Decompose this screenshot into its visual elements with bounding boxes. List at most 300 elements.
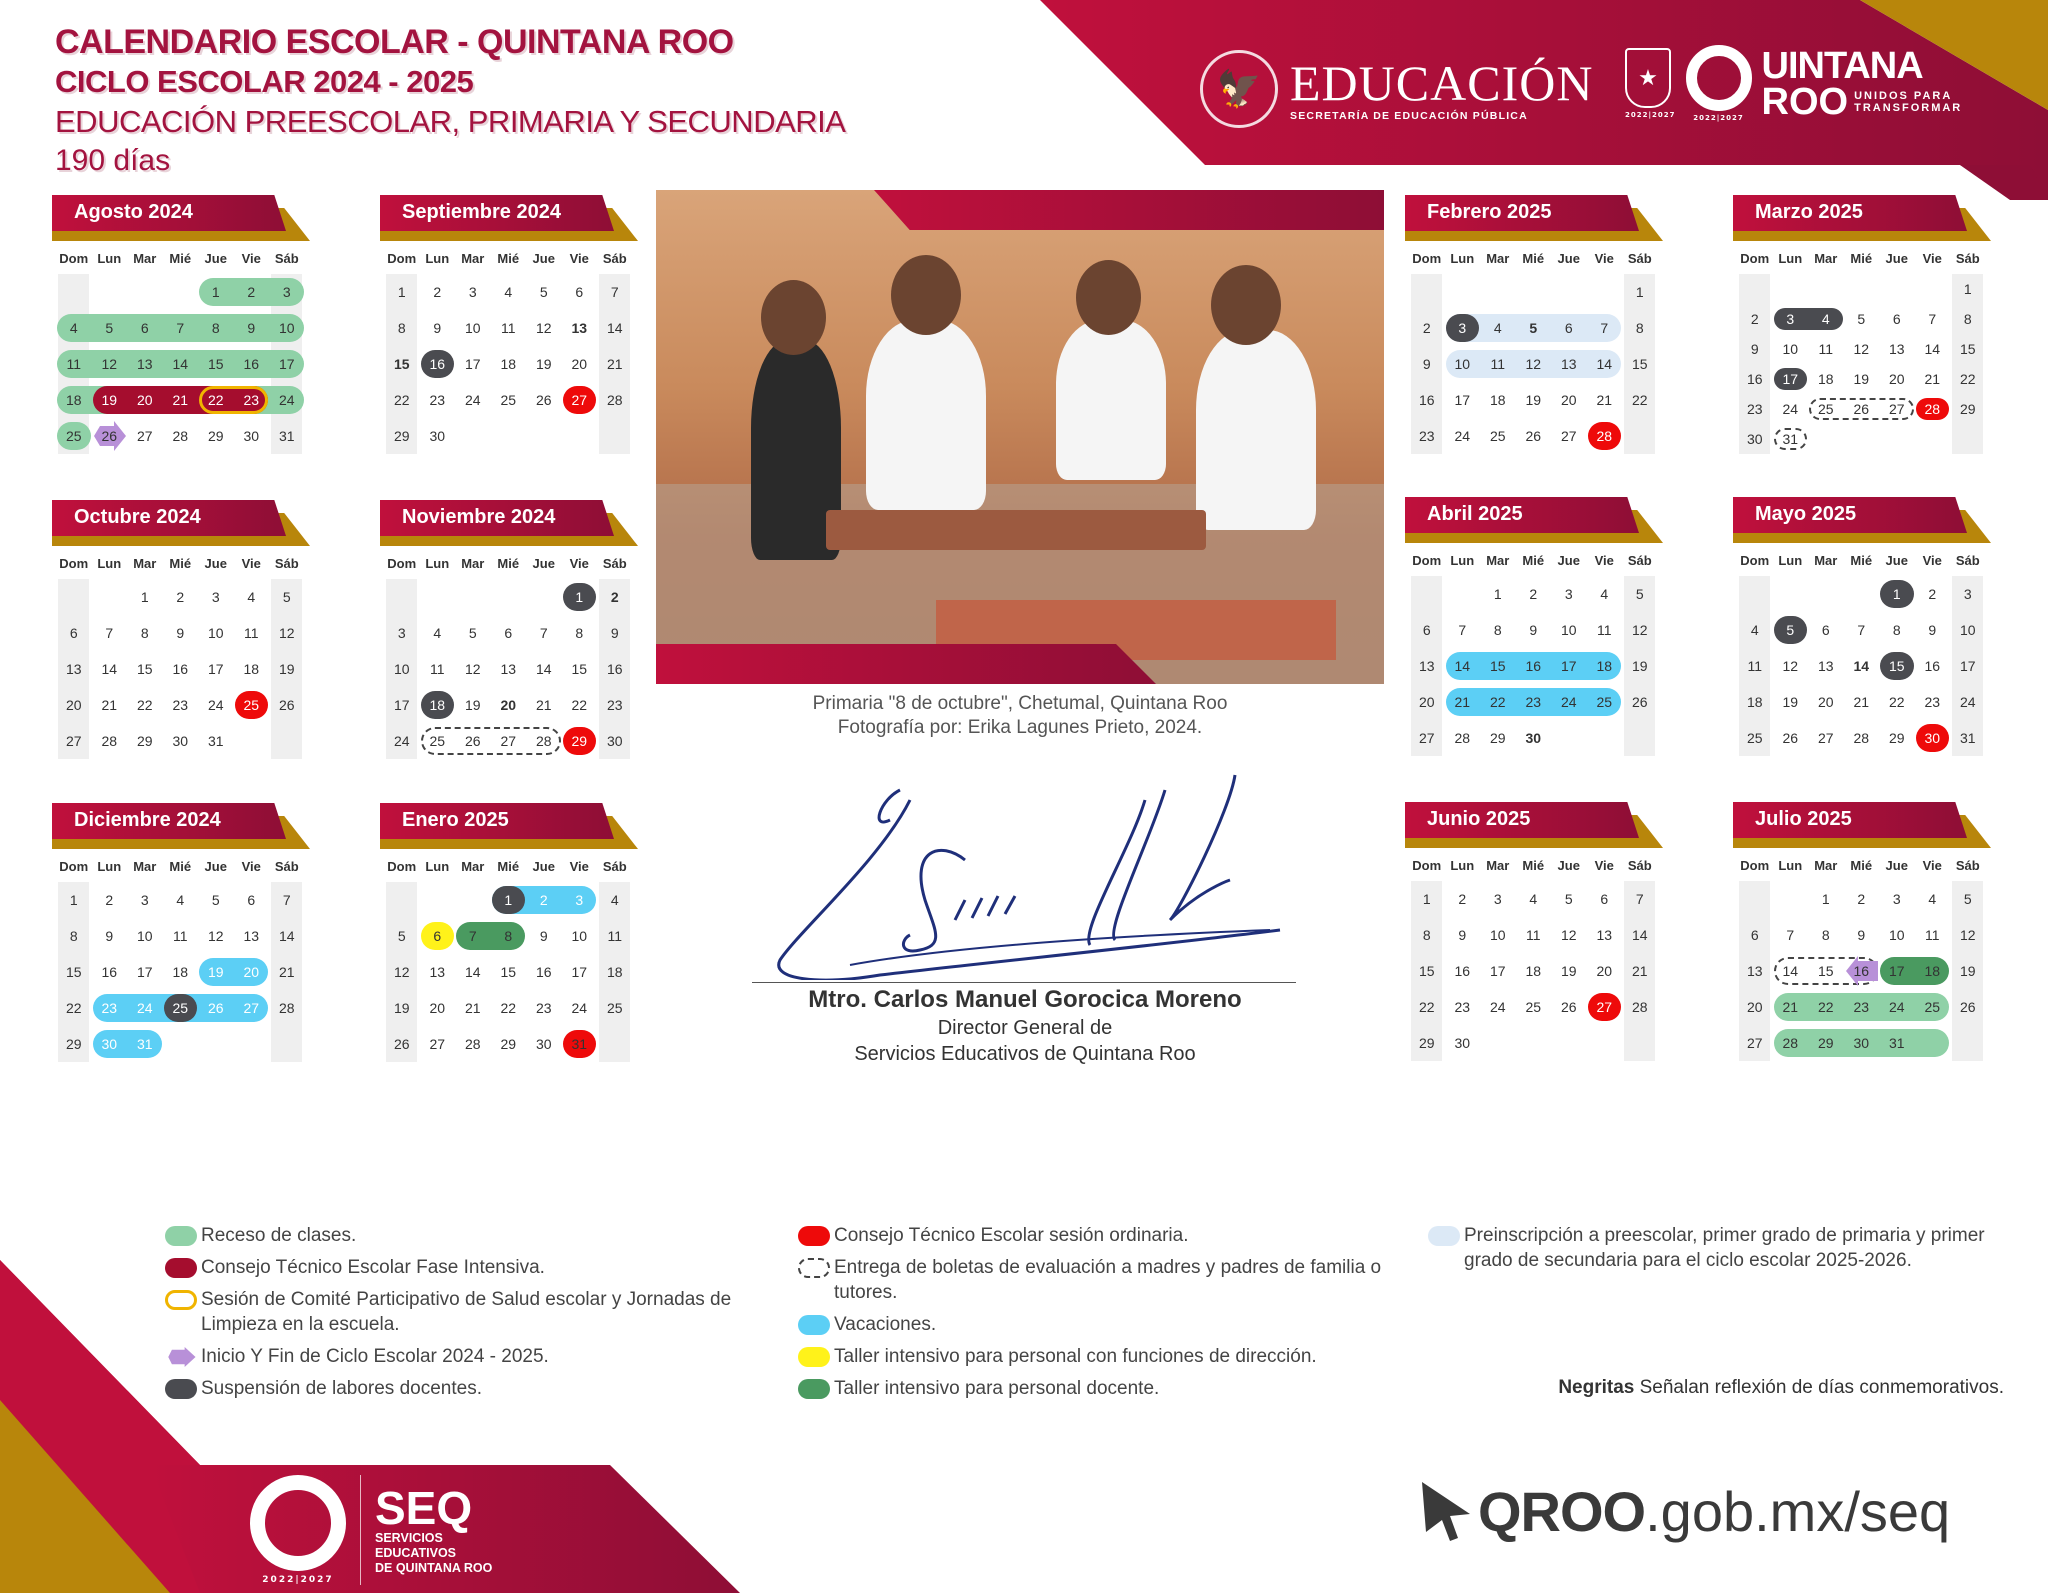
signature xyxy=(760,770,1300,980)
weekday-label: Jue xyxy=(1557,251,1580,266)
day-cell: 5 xyxy=(1564,891,1573,907)
bold-note: Negritas Señalan reflexión de días conmemorativos. xyxy=(1558,1377,2004,1398)
weekday-label: Lun xyxy=(1778,251,1803,266)
day-cell: 16 xyxy=(101,964,118,980)
day-cell: 7 xyxy=(1786,927,1795,943)
day-cell: 18 xyxy=(65,392,82,408)
weekday-label: Sáb xyxy=(602,556,627,571)
month-name: Abril 2025 xyxy=(1427,503,1523,525)
day-cell: 23 xyxy=(429,392,446,408)
day-cell: 20 xyxy=(1888,371,1905,387)
day-cell: 12 xyxy=(207,928,224,944)
week-row xyxy=(384,346,633,382)
week-row xyxy=(384,723,633,759)
day-cell: 22 xyxy=(207,392,224,408)
day-cell: 16 xyxy=(1924,658,1941,674)
weekday-label: Dom xyxy=(1412,553,1442,568)
weekday-label: Mar xyxy=(133,556,157,571)
month-name: Diciembre 2024 xyxy=(74,809,221,831)
month-header xyxy=(52,195,310,241)
day-cell: 22 xyxy=(136,697,153,713)
day-cell: 22 xyxy=(1418,999,1435,1015)
day-cell: 3 xyxy=(1493,891,1502,907)
day-grid xyxy=(56,882,305,1062)
weekday-label: Lun xyxy=(425,859,450,874)
day-cell: 2 xyxy=(1458,891,1467,907)
day-cell: 25 xyxy=(1817,401,1834,417)
day-cell: 9 xyxy=(176,625,185,641)
day-cell: 19 xyxy=(1560,963,1577,979)
day-cell: 25 xyxy=(500,392,517,408)
legend-item xyxy=(165,1344,785,1369)
day-cell: 23 xyxy=(1853,999,1870,1015)
day-cell: 9 xyxy=(247,320,256,336)
legend-swatch-taller-docente xyxy=(798,1379,830,1399)
day-cell: 16 xyxy=(606,661,623,677)
day-cell: 8 xyxy=(1963,311,1972,327)
day-cell: 12 xyxy=(535,320,552,336)
day-cell: 17 xyxy=(571,964,588,980)
day-cell: 6 xyxy=(504,625,513,641)
day-cell: 16 xyxy=(1525,658,1542,674)
day-cell: 11 xyxy=(1490,356,1506,372)
day-cell: 25 xyxy=(1525,999,1542,1015)
day-cell: 25 xyxy=(1924,999,1941,1015)
weekday-label: Jue xyxy=(1885,858,1908,873)
day-cell: 8 xyxy=(69,928,78,944)
day-cell: 29 xyxy=(1959,401,1976,417)
day-cell: 19 xyxy=(207,964,224,980)
day-cell: 11 xyxy=(1818,341,1834,357)
weekday-label: Vie xyxy=(1594,858,1614,873)
day-cell: 31 xyxy=(571,1036,588,1052)
week-row xyxy=(1737,364,1986,394)
month-calendar xyxy=(380,803,638,1062)
day-cell: 23 xyxy=(1525,694,1542,710)
week-row xyxy=(1737,394,1986,424)
week-row xyxy=(1737,274,1986,304)
day-grid xyxy=(384,882,633,1062)
day-cell: 20 xyxy=(429,1000,446,1016)
weekday-label: Lun xyxy=(97,556,122,571)
national-seal-icon: 🦅 xyxy=(1200,50,1278,128)
day-cell: 4 xyxy=(1750,622,1759,638)
month-calendar xyxy=(52,803,310,1062)
day-cell: 22 xyxy=(1959,371,1976,387)
day-cell: 17 xyxy=(1782,371,1799,387)
day-cell: 14 xyxy=(1924,341,1941,357)
day-cell: 15 xyxy=(1631,356,1648,372)
signer-block: Mtro. Carlos Manuel Gorocica Moreno Director General de Servicios Educativos de Quintana Roo xyxy=(700,985,1350,1067)
day-cell: 12 xyxy=(1782,658,1799,674)
cursor-pointer-icon xyxy=(1418,1478,1478,1544)
day-cell: 2 xyxy=(1857,891,1866,907)
legend-swatch-comite-outline xyxy=(165,1290,197,1310)
day-cell: 14 xyxy=(1631,927,1648,943)
day-cell: 9 xyxy=(1529,622,1538,638)
legend-item xyxy=(165,1255,785,1280)
day-cell: 20 xyxy=(1596,963,1613,979)
weekday-label: Vie xyxy=(1594,553,1614,568)
day-cell: 12 xyxy=(1959,927,1976,943)
weekday-label: Dom xyxy=(1740,251,1770,266)
day-cell: 13 xyxy=(243,928,260,944)
week-row xyxy=(384,382,633,418)
legend-swatch-preinscripcion xyxy=(1428,1226,1460,1246)
title-block xyxy=(55,22,845,180)
weekday-label: Sáb xyxy=(1627,858,1652,873)
day-cell: 31 xyxy=(1959,730,1976,746)
day-cell: 17 xyxy=(207,661,224,677)
day-cell: 8 xyxy=(211,320,220,336)
day-cell: 1 xyxy=(1635,284,1644,300)
day-cell: 19 xyxy=(1525,392,1542,408)
day-cell: 3 xyxy=(575,892,584,908)
month-calendar xyxy=(1405,497,1663,756)
day-cell: 4 xyxy=(1600,586,1609,602)
day-cell: 8 xyxy=(1821,927,1830,943)
weekday-label: Lun xyxy=(1450,858,1475,873)
day-cell: 8 xyxy=(1493,622,1502,638)
day-cell: 6 xyxy=(140,320,149,336)
week-row xyxy=(384,1026,633,1062)
day-cell: 25 xyxy=(606,1000,623,1016)
day-cell: 10 xyxy=(207,625,224,641)
day-cell: 20 xyxy=(1817,694,1834,710)
day-cell: 21 xyxy=(535,697,552,713)
day-cell: 21 xyxy=(1454,694,1471,710)
day-cell: 4 xyxy=(1529,891,1538,907)
week-row xyxy=(56,723,305,759)
weekday-label: Dom xyxy=(387,556,417,571)
week-row xyxy=(384,954,633,990)
day-cell: 1 xyxy=(1493,586,1502,602)
day-cell: 30 xyxy=(1454,1035,1471,1051)
day-cell: 25 xyxy=(172,1000,189,1016)
weekday-label: Mar xyxy=(1486,553,1510,568)
day-cell: 27 xyxy=(243,1000,260,1016)
day-cell: 23 xyxy=(101,1000,118,1016)
signer-name: Mtro. Carlos Manuel Gorocica Moreno xyxy=(808,986,1242,1013)
week-row xyxy=(384,579,633,615)
week-row xyxy=(56,382,305,418)
day-cell: 3 xyxy=(468,284,477,300)
day-cell: 13 xyxy=(1418,658,1435,674)
day-cell: 10 xyxy=(571,928,588,944)
day-cell: 9 xyxy=(610,625,619,641)
weekday-label: Dom xyxy=(387,859,417,874)
day-cell: 22 xyxy=(1888,694,1905,710)
day-cell: 4 xyxy=(610,892,619,908)
legend-swatch-receso xyxy=(165,1226,197,1246)
month-calendar xyxy=(1405,195,1663,454)
legend-label: Consejo Técnico Escolar Fase Intensiva. xyxy=(201,1257,545,1278)
day-cell: 10 xyxy=(1560,622,1577,638)
day-cell: 24 xyxy=(207,697,224,713)
legend-item xyxy=(798,1312,1398,1337)
day-cell: 3 xyxy=(282,284,291,300)
weekday-header xyxy=(52,556,310,571)
weekday-label: Vie xyxy=(241,251,261,266)
quintana-roo-logo: ★ 2022|2027 2022|2027 UINTANA ROO UNIDOS PARA TRANSFORMAR xyxy=(1625,44,1963,123)
day-cell: 22 xyxy=(1817,999,1834,1015)
day-cell: 3 xyxy=(1786,311,1795,327)
week-row xyxy=(56,1026,305,1062)
month-calendar xyxy=(52,195,310,454)
weekday-label: Jue xyxy=(204,251,227,266)
week-row xyxy=(56,579,305,615)
day-cell: 21 xyxy=(101,697,118,713)
day-cell: 20 xyxy=(1418,694,1435,710)
day-cell: 25 xyxy=(65,428,82,444)
education-levels: EDUCACIÓN PREESCOLAR, PRIMARIA Y SECUNDARIA xyxy=(55,104,846,139)
week-row xyxy=(1737,720,1986,756)
weekday-label: Dom xyxy=(1740,553,1770,568)
day-cell: 15 xyxy=(207,356,224,372)
q-emblem-icon xyxy=(250,1475,346,1571)
day-cell: 10 xyxy=(1489,927,1506,943)
day-cell: 23 xyxy=(1454,999,1471,1015)
day-cell: 10 xyxy=(464,320,481,336)
day-cell: 20 xyxy=(136,392,153,408)
day-cell: 12 xyxy=(1631,622,1648,638)
day-cell: 5 xyxy=(539,284,548,300)
day-cell: 6 xyxy=(1821,622,1830,638)
month-calendar xyxy=(380,195,638,454)
day-cell: 7 xyxy=(282,892,291,908)
week-row xyxy=(1737,684,1986,720)
day-cell: 9 xyxy=(1928,622,1937,638)
day-cell: 12 xyxy=(1560,927,1577,943)
day-cell: 8 xyxy=(1422,927,1431,943)
weekday-label: Jue xyxy=(1557,553,1580,568)
day-cell: 10 xyxy=(1959,622,1976,638)
day-cell: 19 xyxy=(1959,963,1976,979)
day-cell: 19 xyxy=(101,392,118,408)
day-cell: 20 xyxy=(1746,999,1763,1015)
day-cell: 16 xyxy=(1418,392,1435,408)
legend-label: Sesión de Comité Participativo de Salud escolar y Jornadas de Limpieza en la escuela. xyxy=(201,1289,732,1335)
legend-label: Receso de clases. xyxy=(201,1225,357,1246)
weekday-label: Mar xyxy=(1486,858,1510,873)
day-cell: 5 xyxy=(1635,586,1644,602)
day-cell: 17 xyxy=(1560,658,1577,674)
day-cell: 6 xyxy=(69,625,78,641)
day-cell: 17 xyxy=(136,964,153,980)
day-cell: 28 xyxy=(464,1036,481,1052)
day-cell: 26 xyxy=(207,1000,224,1016)
week-row xyxy=(1409,953,1658,989)
month-calendar xyxy=(52,500,310,759)
weekday-label: Vie xyxy=(1922,553,1942,568)
day-cell: 13 xyxy=(136,356,153,372)
day-cell: 7 xyxy=(1857,622,1866,638)
weekday-header xyxy=(1405,553,1663,568)
day-cell: 8 xyxy=(504,928,513,944)
day-cell: 5 xyxy=(1857,311,1866,327)
day-cell: 5 xyxy=(282,589,291,605)
signature-line xyxy=(752,982,1296,983)
day-grid xyxy=(1409,576,1658,756)
day-cell: 26 xyxy=(393,1036,410,1052)
weekday-label: Mié xyxy=(1522,858,1545,873)
month-header xyxy=(1405,497,1663,543)
day-cell: 26 xyxy=(1782,730,1799,746)
day-cell: 18 xyxy=(606,964,623,980)
website-link[interactable]: QROO .gob.mx/seq xyxy=(1418,1478,1950,1544)
day-cell: 23 xyxy=(243,392,260,408)
sep-logo: 🦅 EDUCACIÓN SECRETARÍA DE EDUCACIÓN PÚBLICA xyxy=(1200,50,1593,128)
day-cell: 16 xyxy=(1454,963,1471,979)
week-row xyxy=(1409,310,1658,346)
weekday-label: Vie xyxy=(569,251,589,266)
day-cell: 13 xyxy=(1596,927,1613,943)
day-cell: 12 xyxy=(278,625,295,641)
day-cell: 24 xyxy=(278,392,295,408)
day-cell: 22 xyxy=(571,697,588,713)
day-cell: 28 xyxy=(101,733,118,749)
day-cell: 4 xyxy=(1493,320,1502,336)
day-cell: 12 xyxy=(1525,356,1542,372)
day-cell: 3 xyxy=(1564,586,1573,602)
weekday-label: Sáb xyxy=(602,251,627,266)
day-cell: 2 xyxy=(247,284,256,300)
weekday-label: Mar xyxy=(1814,553,1838,568)
month-header xyxy=(1405,195,1663,241)
week-row xyxy=(56,954,305,990)
weekday-label: Jue xyxy=(532,556,555,571)
legend-label: Inicio Y Fin de Ciclo Escolar 2024 - 2025. xyxy=(201,1346,549,1367)
legend-swatch-cte-ordinaria xyxy=(798,1226,830,1246)
day-cell: 4 xyxy=(1821,311,1830,327)
day-cell: 17 xyxy=(1888,963,1905,979)
day-cell: 11 xyxy=(172,928,188,944)
day-cell: 24 xyxy=(1959,694,1976,710)
day-cell: 14 xyxy=(535,661,552,677)
week-row xyxy=(56,346,305,382)
week-row xyxy=(1737,334,1986,364)
week-row xyxy=(56,274,305,310)
day-cell: 9 xyxy=(1857,927,1866,943)
week-row xyxy=(384,882,633,918)
day-cell: 20 xyxy=(500,697,517,713)
day-cell: 25 xyxy=(1489,428,1506,444)
day-cell: 31 xyxy=(278,428,295,444)
day-cell: 29 xyxy=(1418,1035,1435,1051)
day-cell: 11 xyxy=(1596,622,1612,638)
day-cell: 20 xyxy=(1560,392,1577,408)
weekday-label: Lun xyxy=(1450,251,1475,266)
day-cell: 31 xyxy=(207,733,224,749)
legend-swatch-vacaciones xyxy=(798,1315,830,1335)
day-cell: 1 xyxy=(211,284,220,300)
day-cell: 13 xyxy=(1817,658,1834,674)
weekday-label: Dom xyxy=(387,251,417,266)
day-cell: 8 xyxy=(140,625,149,641)
weekday-label: Lun xyxy=(1778,553,1803,568)
legend-item xyxy=(165,1287,785,1337)
weekday-label: Mar xyxy=(133,251,157,266)
day-cell: 2 xyxy=(1928,586,1937,602)
day-cell: 12 xyxy=(393,964,410,980)
day-cell: 23 xyxy=(1924,694,1941,710)
day-cell: 10 xyxy=(136,928,153,944)
weekday-header xyxy=(380,556,638,571)
day-cell: 10 xyxy=(278,320,295,336)
day-cell: 30 xyxy=(172,733,189,749)
day-cell: 29 xyxy=(207,428,224,444)
day-cell: 30 xyxy=(243,428,260,444)
day-grid xyxy=(1737,881,1986,1061)
day-cell: 9 xyxy=(105,928,114,944)
weekday-label: Jue xyxy=(204,859,227,874)
day-cell: 11 xyxy=(607,928,623,944)
weekday-label: Mar xyxy=(133,859,157,874)
weekday-header xyxy=(1733,251,1991,266)
week-row xyxy=(56,918,305,954)
day-cell: 16 xyxy=(1853,963,1870,979)
month-header xyxy=(1733,802,1991,848)
day-cell: 3 xyxy=(397,625,406,641)
week-row xyxy=(56,651,305,687)
weekday-label: Mar xyxy=(1486,251,1510,266)
day-cell: 20 xyxy=(571,356,588,372)
week-row xyxy=(1737,612,1986,648)
week-row xyxy=(56,310,305,346)
day-cell: 13 xyxy=(1560,356,1577,372)
day-cell: 15 xyxy=(1489,658,1506,674)
legend-label: Consejo Técnico Escolar sesión ordinaria. xyxy=(834,1225,1189,1246)
day-cell: 13 xyxy=(65,661,82,677)
day-cell: 25 xyxy=(1746,730,1763,746)
day-cell: 17 xyxy=(1454,392,1471,408)
day-cell: 30 xyxy=(101,1036,118,1052)
month-name: Julio 2025 xyxy=(1755,808,1852,830)
month-name: Mayo 2025 xyxy=(1755,503,1857,525)
day-cell: 11 xyxy=(500,320,516,336)
weekday-label: Lun xyxy=(97,859,122,874)
weekday-label: Mié xyxy=(169,251,192,266)
weekday-label: Dom xyxy=(59,556,89,571)
weekday-label: Sáb xyxy=(1627,553,1652,568)
day-cell: 4 xyxy=(504,284,513,300)
day-cell: 4 xyxy=(1928,891,1937,907)
weekday-label: Dom xyxy=(1412,858,1442,873)
day-grid xyxy=(1737,274,1986,454)
week-row xyxy=(1737,917,1986,953)
day-cell: 14 xyxy=(278,928,295,944)
weekday-label: Vie xyxy=(1594,251,1614,266)
weekday-label: Dom xyxy=(59,251,89,266)
day-cell: 3 xyxy=(1963,586,1972,602)
day-cell: 18 xyxy=(1525,963,1542,979)
day-cell: 18 xyxy=(243,661,260,677)
day-cell: 14 xyxy=(464,964,481,980)
month-header xyxy=(380,195,638,241)
day-cell: 29 xyxy=(393,428,410,444)
day-cell: 8 xyxy=(575,625,584,641)
day-cell: 7 xyxy=(1928,311,1937,327)
day-cell: 15 xyxy=(500,964,517,980)
day-cell: 17 xyxy=(1489,963,1506,979)
day-cell: 24 xyxy=(136,1000,153,1016)
day-cell: 23 xyxy=(535,1000,552,1016)
weekday-label: Mié xyxy=(1850,251,1873,266)
day-cell: 10 xyxy=(393,661,410,677)
day-cell: 7 xyxy=(105,625,114,641)
day-cell: 30 xyxy=(1853,1035,1870,1051)
week-row xyxy=(384,310,633,346)
